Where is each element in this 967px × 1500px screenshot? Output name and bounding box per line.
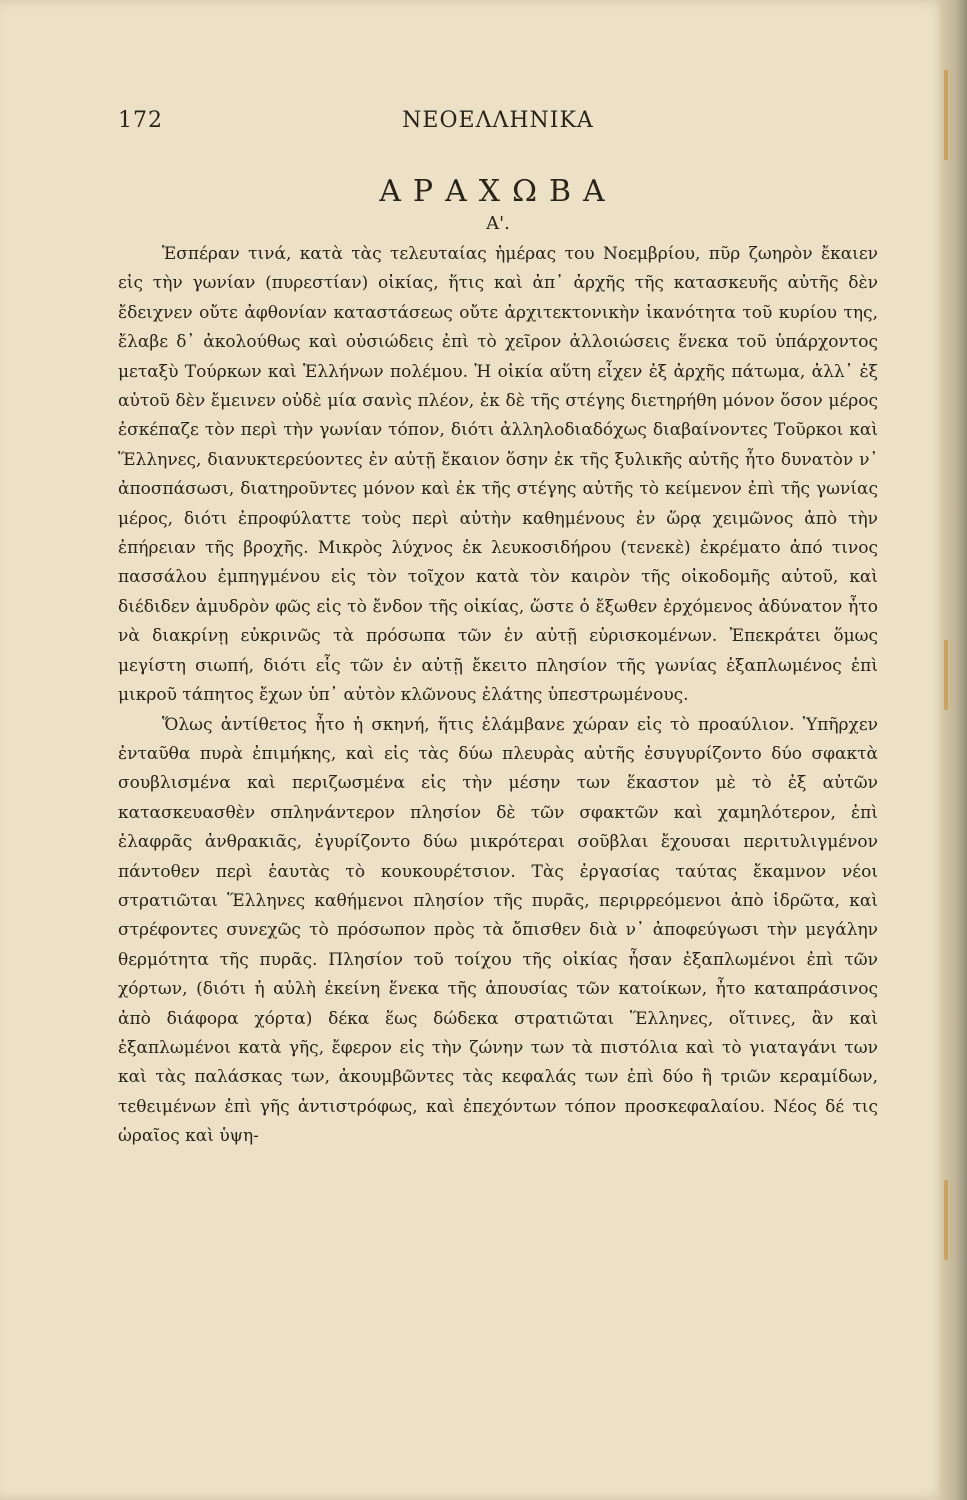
running-title: ΝΕΟΕΛΛΗΝΙΚΑ xyxy=(402,108,594,133)
rust-stain xyxy=(944,640,948,710)
page-number: 172 xyxy=(118,108,163,133)
paragraph-2: Ὅλως ἀντίθετος ἦτο ἡ σκηνή, ἥτις ἐλάμβανε χώραν εἰς τὸ προαύλιον. Ὑπῆρχεν ἐνταῦθα πυρὰ ἐπιμήκης, καὶ εἰς τὰς δύω πλευρὰς αὐτῆς ἐσυγυρίζοντο δύο σφακτὰ σουβλισμένα καὶ περιζωσμένα εἰς τὴν μέσην των ἕκαστον μὲ τὸ ἐξ αὐτῶν κατασκευασθὲν σπληνάντερον πλησίον δὲ τῶν σφακτῶν καὶ χαμηλότερον, ἐπὶ ἐλαφρᾶς ἀνθρακιᾶς, ἐγυρίζοντο δύω μικρότεραι σοῦβλαι ἔχουσαι περιτυλιγμένον πάντοθεν περὶ ἑαυτὰς τὸ κουκουρέτσιον. Τὰς ἐργασίας ταύτας ἔκαμνον νέοι στρατιῶται Ἕλληνες καθήμενοι πλησίον τῆς πυρᾶς, περιρρεόμενοι ἀπὸ ἱδρῶτα, καὶ στρέφοντες συνεχῶς τὸ πρόσωπον πρὸς τὰ ὄπισθεν διὰ ν᾽ ἀποφεύγωσι τὴν μεγάλην θερμότητα τῆς πυρᾶς. Πλησίον τοῦ τοίχου τῆς οἰκίας ἦσαν ἐξαπλωμένοι ἐπὶ τῶν χόρτων, (διότι ἡ αὐλὴ ἐκείνη ἕνεκα τῆς ἀπουσίας τῶν κατοίκων, ἦτο καταπράσινος ἀπὸ διάφορα χόρτα) δέκα ἕως δώδεκα στρατιῶται Ἕλληνες, οἵτινες, ἂν καὶ ἐξαπλωμένοι κατὰ γῆς, ἔφερον εἰς τὴν ζώνην των τὰ πιστόλια καὶ τὸ γιαταγάνι των καὶ τὰς παλάσκας των, ἀκουμβῶντες τὰς κεφαλάς των ἐπὶ δύο ἢ τριῶν κεραμίδων, τεθειμένων ἐπὶ γῆς ἀντιστρόφως, καὶ ἐπεχόντων τόπον προσκεφαλαίου. Νέος δέ τις ὡραῖος καὶ ὑψη- xyxy=(118,714,878,1147)
section-number: Α'. xyxy=(486,213,510,234)
running-head xyxy=(118,108,878,138)
rust-stain xyxy=(944,70,948,160)
chapter-title: ΑΡΑΧΩΒΑ xyxy=(379,174,617,209)
rust-stain xyxy=(944,1180,948,1260)
paragraph-1: Ἑσπέραν τινά, κατὰ τὰς τελευταίας ἡμέρας του Νοεμβρίου, πῦρ ζωηρὸν ἔκαιεν εἰς τὴν γωνίαν (πυρεστίαν) οἰκίας, ἥτις καὶ ἀπ᾽ ἀρχῆς τῆς κατασκευῆς αὐτῆς δὲν ἔδειχνεν οὔτε ἀφθονίαν καταστάσεως οὔτε ἀρχιτεκτονικὴν ἱκανότητα τοῦ κυρίου της, ἔλαβε δ᾽ ἀκολούθως καὶ οὐσιώδεις ἐπὶ τὸ χεῖρον ἀλλοιώσεις ἕνεκα τοῦ ὑπάρχοντος μεταξὺ Τούρκων καὶ Ἑλλήνων πολέμου. Ἡ οἰκία αὕτη εἶχεν ἐξ ἀρχῆς πάτωμα, ἀλλ᾽ ἐξ αὐτοῦ δὲν ἔμεινεν οὐδὲ μία σανὶς πλέον, ἐκ δὲ τῆς στέγης διετηρήθη μόνον ὅσον μέρος ἐσκέπαζε τὸν περὶ τὴν γωνίαν τόπον, διότι ἀλληλοδιαδόχως διαβαίνοντες Τοῦρκοι καὶ Ἕλληνες, διανυκτερεύοντες ἐν αὐτῇ ἔκαιον ὅσην ἐκ τῆς ξυλικῆς αὐτῆς ἦτο δυνατὸν ν᾽ ἀποσπάσωσι, διατηροῦντες μόνον καὶ ἐκ τῆς στέγης αὐτῆς τὸ κείμενον ἐπὶ τῆς γωνίας μέρος, διότι ἐπροφύλαττε τοὺς περὶ αὐτὴν καθημένους ἐν ὥρᾳ χειμῶνος ἀπὸ τὴν ἐπήρειαν τῆς βροχῆς. Μικρὸς λύχνος ἐκ λευκοσιδήρου (τενεκὲ) ἐκρέματο ἀπό τινος πασσάλου ἐμπηγμένου εἰς τὸν τοῖχον κατὰ τὸν καιρὸν τῆς οἰκοδομῆς αὐτοῦ, καὶ διέδιδεν ἀμυδρὸν φῶς εἰς τὸ ἔνδον τῆς οἰκίας, ὥστε ὁ ἔξωθεν ἐρχόμενος ἀδύνατον ἦτο νὰ διακρίνῃ εὐκρινῶς τὰ πρόσωπα τῶν ἐν αὐτῇ εὑρισκομένων. Ἐπεκράτει ὅμως μεγίστη σιωπή, διότι εἷς τῶν ἐν αὐτῇ ἔκειτο πλησίον τῆς γωνίας ἐξαπλωμένος ἐπὶ μικροῦ τάπητος ἔχων ὑπ᾽ αὐτὸν κλῶνους ἐλάτης ὑπεστρωμένους. xyxy=(118,244,878,706)
page-edge xyxy=(940,0,967,1500)
page-content xyxy=(118,108,878,1152)
